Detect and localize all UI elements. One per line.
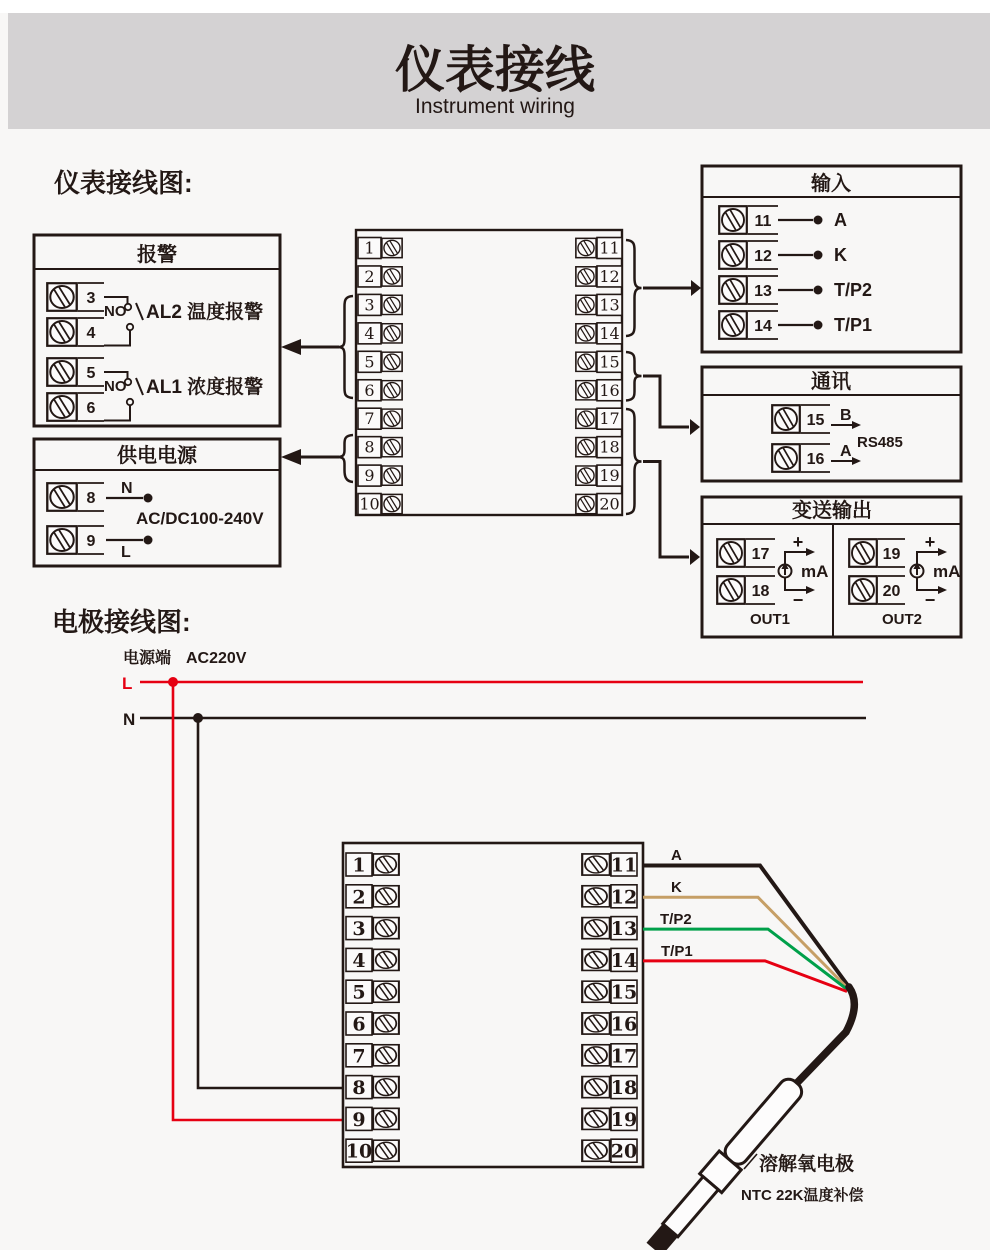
screw-terminal-icon [373,1108,399,1129]
terminal-number: 3 [86,290,96,307]
page-title: 仪表接线 [395,42,595,98]
terminal-number: 4 [86,325,96,342]
screw-terminal-icon [47,483,76,511]
wire-label-tp2: T/P2 [660,911,692,928]
terminal-number: 6 [86,400,96,417]
screw-terminal-icon [719,206,747,234]
screw-terminal-icon [47,358,76,386]
terminal-number: 7 [364,409,375,429]
screw-terminal-icon [582,854,610,875]
terminal-number: 14 [599,323,620,343]
screw-terminal-icon [576,437,596,456]
screw-terminal-icon [47,318,76,346]
terminal-number: 6 [364,380,375,400]
screw-terminal-icon [382,352,402,371]
mains-voltage: AC220V [186,650,247,667]
relay1-contact-type: NO [104,303,127,320]
terminal-number: 2 [352,886,366,909]
alarm-box-title: 报警 [137,244,177,266]
out1-unit: mA [801,562,829,581]
screw-terminal-icon [576,409,596,428]
screw-terminal-icon [582,1108,610,1129]
wire-label-a: A [671,847,682,864]
screw-terminal-icon [382,437,402,456]
neutral-line-label: N [123,710,136,729]
screw-terminal-icon [582,981,610,1002]
terminal-number: 18 [610,1077,638,1100]
terminal-number: 15 [599,352,620,372]
terminal-number: 20 [599,494,620,514]
screw-terminal-icon [373,918,399,939]
input-box-title: 输入 [811,173,851,195]
out2-unit: mA [933,562,961,581]
screw-terminal-icon [576,324,596,343]
power-rating: AC/DC100-240V [136,509,264,528]
terminal-number: 12 [610,886,638,909]
terminal-number: 5 [364,352,375,372]
screw-terminal-icon [47,526,76,554]
terminal-number: 8 [352,1077,366,1100]
terminal-number: 17 [610,1045,638,1068]
terminal-number: 7 [352,1045,366,1068]
terminal-number: 1 [364,238,375,258]
terminal-number: 14 [610,949,638,972]
terminal-number: 3 [364,295,375,315]
terminal-number: 2 [364,266,375,286]
probe-label: 溶解氧电极 [759,1154,855,1175]
screw-terminal-icon [382,295,402,314]
screw-terminal-icon [373,981,399,1002]
terminal-number: 20 [610,1140,638,1163]
terminal-number: 14 [754,318,772,335]
terminal-number: 16 [806,451,825,468]
screw-terminal-icon [576,352,596,371]
screw-terminal-icon [719,276,747,304]
comm-label-a: A [840,443,852,460]
out1-name: OUT1 [749,611,791,628]
screw-terminal-icon [47,393,76,421]
terminal-number: 13 [754,283,772,300]
screw-terminal-icon [582,949,610,970]
screw-terminal-icon [772,405,800,433]
terminal-number: 5 [86,365,96,382]
screw-terminal-icon [382,238,402,257]
screw-terminal-icon [373,854,399,875]
relay2-contact-type: NO [104,378,127,395]
terminal-number: 10 [345,1140,373,1163]
terminal-number: 18 [599,437,620,457]
relay1-label: AL2 温度报警 [146,302,264,323]
out2-minus-sign: − [924,590,936,610]
terminal-number: 20 [882,583,901,600]
comm-label-b: B [840,407,852,424]
terminal-number: 15 [806,412,825,429]
out2-plus-sign: + [924,532,936,552]
screw-terminal-icon [382,381,402,400]
screw-terminal-icon [576,381,596,400]
terminal-number: 19 [610,1108,638,1131]
terminal-number: 17 [751,546,770,563]
screw-terminal-icon [772,444,800,472]
terminal-number: 9 [364,466,375,486]
terminal-number: 12 [754,248,772,265]
neutral-node-dot [144,494,153,503]
power-box-title: 供电电源 [117,445,197,467]
terminal-number: 19 [599,466,620,486]
terminal-number: 6 [352,1013,366,1036]
screw-terminal-icon [719,241,747,269]
screw-terminal-icon [373,886,399,907]
screw-terminal-icon [373,1045,399,1066]
screw-terminal-icon [382,494,402,513]
terminal-number: 17 [599,409,620,429]
screw-terminal-icon [849,539,877,567]
screw-terminal-icon [373,949,399,970]
screw-terminal-icon [373,1140,399,1161]
live-line-label: L [122,674,133,693]
terminal-number: 9 [352,1108,366,1131]
terminal-number: 12 [599,266,620,286]
screw-terminal-icon [582,886,610,907]
out1-minus-sign: − [792,590,804,610]
terminal-number: 1 [352,854,366,877]
comm-box-title: 通讯 [811,371,851,393]
wire-label-k: K [671,879,682,896]
terminal-number: 11 [610,854,638,877]
screw-terminal-icon [382,409,402,428]
out1-plus-sign: + [792,532,804,552]
screw-terminal-icon [582,1077,610,1098]
terminal-number: 8 [86,490,96,507]
probe-compensation-label: NTC 22K温度补偿 [741,1187,864,1204]
input-label-a: A [834,210,847,230]
screw-terminal-icon [576,238,596,257]
screw-terminal-icon [717,539,745,567]
terminal-number: 4 [364,323,375,343]
terminal-number: 9 [86,533,96,550]
neutral-label: N [121,480,133,497]
top-margin [0,0,990,13]
screw-terminal-icon [373,1013,399,1034]
terminal-number: 16 [610,1013,638,1036]
screw-terminal-icon [373,1077,399,1098]
terminal-number: 19 [882,546,901,563]
screw-terminal-icon [576,295,596,314]
screw-terminal-icon [582,1045,610,1066]
terminal-number: 13 [599,295,620,315]
terminal-number: 11 [754,213,772,230]
wire-label-tp1: T/P1 [661,943,693,960]
relay2-label: AL1 浓度报警 [146,377,264,398]
screw-terminal-icon [576,267,596,286]
terminal-number: 13 [610,918,638,941]
section-instrument-label: 仪表接线图: [54,168,193,198]
screw-terminal-icon [576,494,596,513]
section-electrode-label: 电极接线图: [52,607,191,637]
live-node-dot [144,536,153,545]
terminal-number: 18 [751,583,770,600]
screw-terminal-icon [582,918,610,939]
page-subtitle: Instrument wiring [415,95,575,118]
terminal-number: 15 [610,981,638,1004]
live-label: L [121,544,131,561]
terminal-number: 3 [352,918,366,941]
screw-terminal-icon [382,324,402,343]
out2-name: OUT2 [881,611,923,628]
terminal-number: 4 [352,949,366,972]
terminal-number: 5 [352,981,366,1004]
screw-terminal-icon [717,576,745,604]
comm-protocol: RS485 [857,434,903,451]
screw-terminal-icon [582,1013,610,1034]
input-label-tp2: T/P2 [834,280,873,300]
input-label-tp1: T/P1 [834,315,873,335]
mains-label: 电源端 [123,650,172,667]
screw-terminal-icon [382,267,402,286]
screw-terminal-icon [576,466,596,485]
screw-terminal-icon [382,466,402,485]
screw-terminal-icon [849,576,877,604]
terminal-number: 11 [599,238,620,258]
terminal-number: 8 [364,437,375,457]
terminal-number: 10 [359,494,380,514]
screw-terminal-icon [719,311,747,339]
input-label-k: K [834,245,847,265]
output-box-title: 变送输出 [792,500,872,522]
screw-terminal-icon [582,1140,610,1161]
screw-terminal-icon [47,283,76,311]
terminal-number: 16 [599,380,620,400]
